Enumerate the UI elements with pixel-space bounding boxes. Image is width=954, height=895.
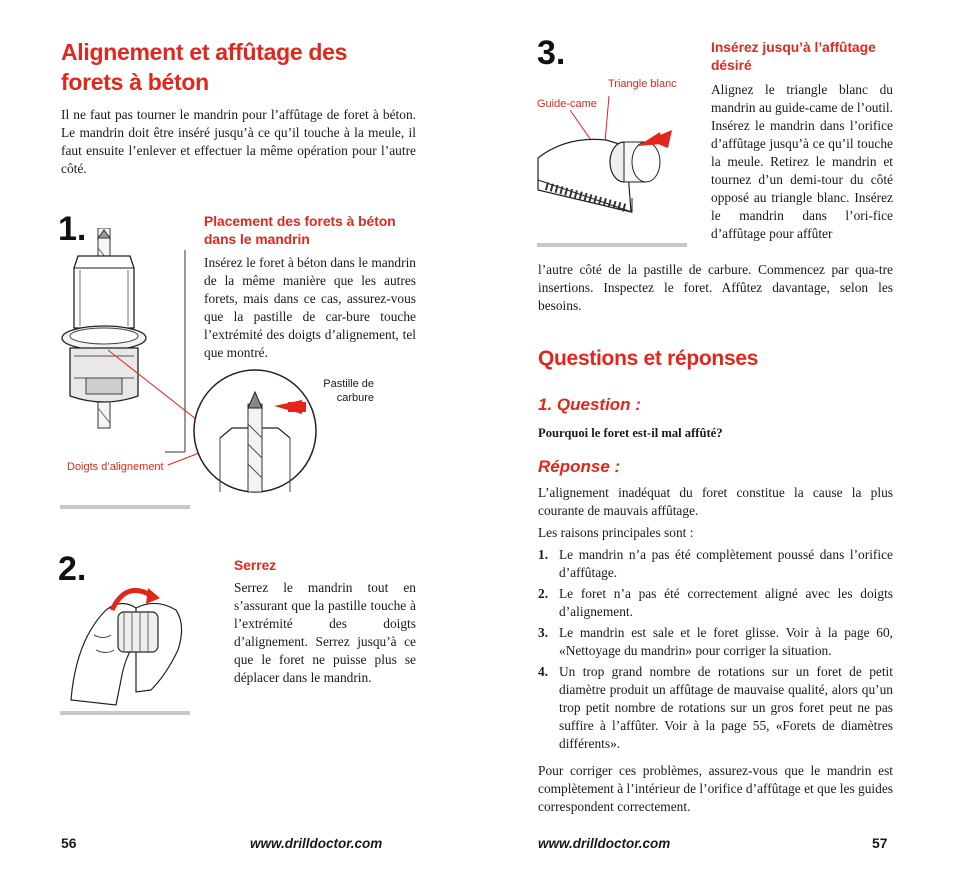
conclusion-paragraph: Pour corriger ces problèmes, assurez-vous que le mandrin est complètement à l’intérieur de l’orifice d’affûtage et que les guides correspondent correctement. — [538, 763, 893, 814]
question-text: Pourquoi le foret est-il mal affûté? — [538, 426, 723, 440]
list-item: 4. Un trop grand nombre de rotations sur un foret de petit diamètre produit un affûtage de mauvaise qualité, alors qu’un trop petit nombre de rotations sur un gros foret peut ne pas suffire à l’affûter. Voir à la page 55, «Forets de diamètres différents». — [538, 664, 893, 751]
step-3-number: 3. — [537, 34, 566, 72]
step-3-title: Insérez jusqu’à l’affûtage désiré — [711, 40, 876, 73]
step-2-rule — [60, 711, 190, 715]
intro-paragraph: Il ne faut pas tourner le mandrin pour l’affûtage de foret à béton. Le mandrin doit être inséré jusqu’à ce qu’il touche à la meule, il faut ensuite l’enlever et effectuer la même opération pour l’autre côté. — [61, 107, 416, 176]
answer-intro: L’alignement inadéquat du foret constitue la cause la plus courante de mauvais affûtage. — [538, 485, 893, 518]
step-2-number: 2. — [58, 550, 87, 588]
page-number-left: 56 — [61, 835, 77, 851]
reasons-list — [538, 546, 893, 756]
step-3-text-side: Alignez le triangle blanc du mandrin au guide-came de l’outil. Insérez le mandrin dans l’orifice d’affûtage jusqu’à ce qu’il touche la meule. Retirez le mandrin et tournez d’un demi-tour du côté opposé au triangle blanc. Insérez le mandrin dans l’ori-fice d’affûtage pour affûter — [711, 82, 893, 241]
step-1-text: Insérez le foret à béton dans le mandrin de la même manière que les autres forets, mais dans ce cas, assurez-vous que la pastille de car-bure touche l’extrémité des doigts d’alignement, tel que montré. — [204, 255, 416, 360]
label-pastille-carbure: Pastille de carbure — [323, 378, 374, 404]
chuck-insertion-illustration — [536, 88, 696, 244]
list-item: 3. Le mandrin est sale et le foret glisse. Voir à la page 60, «Nettoyage du mandrin» pour corriger la situation. — [538, 625, 893, 658]
page-number-right: 57 — [872, 835, 888, 851]
question-heading: 1. Question : — [538, 395, 641, 414]
reasons-intro: Les raisons principales sont : — [538, 525, 694, 540]
page-title: Alignement et affûtage des forets à béton — [61, 39, 348, 95]
step-2-text: Serrez le mandrin tout en s’assurant que la pastille touche à l’extrémité des doigts d’alignement. Serrez jusqu’à ce que le foret ne puisse plus se déplacer dans le mandrin. — [234, 580, 416, 685]
label-guide-came: Guide-came — [537, 98, 597, 110]
qa-title: Questions et réponses — [538, 347, 759, 370]
step-2-title: Serrez — [234, 558, 277, 573]
label-triangle-blanc: Triangle blanc — [608, 78, 677, 90]
answer-heading: Réponse : — [538, 457, 621, 476]
zoom-detail-circle — [192, 368, 318, 494]
step-1-title: Placement des forets à béton dans le mandrin — [204, 214, 396, 247]
hands-tightening-illustration — [66, 580, 191, 710]
list-item: 2. Le foret n’a pas été correctement aligné avec les doigts d’alignement. — [538, 586, 893, 619]
step-3-text-full: l’autre côté de la pastille de carbure. Commencez par qua-tre insertions. Inspectez le foret. Affûtez davantage, selon les besoins. — [538, 262, 893, 313]
label-doigts-alignement: Doigts d’alignement — [67, 461, 164, 473]
step-3-rule — [537, 243, 687, 247]
footer-url-right[interactable]: www.drilldoctor.com — [538, 836, 671, 851]
footer-url-left[interactable]: www.drilldoctor.com — [250, 836, 383, 851]
list-item: 1. Le mandrin n’a pas été complètement poussé dans l’orifice d’affûtage. — [538, 547, 893, 580]
step-1-number: 1. — [58, 210, 87, 248]
step-1-rule — [60, 505, 190, 509]
